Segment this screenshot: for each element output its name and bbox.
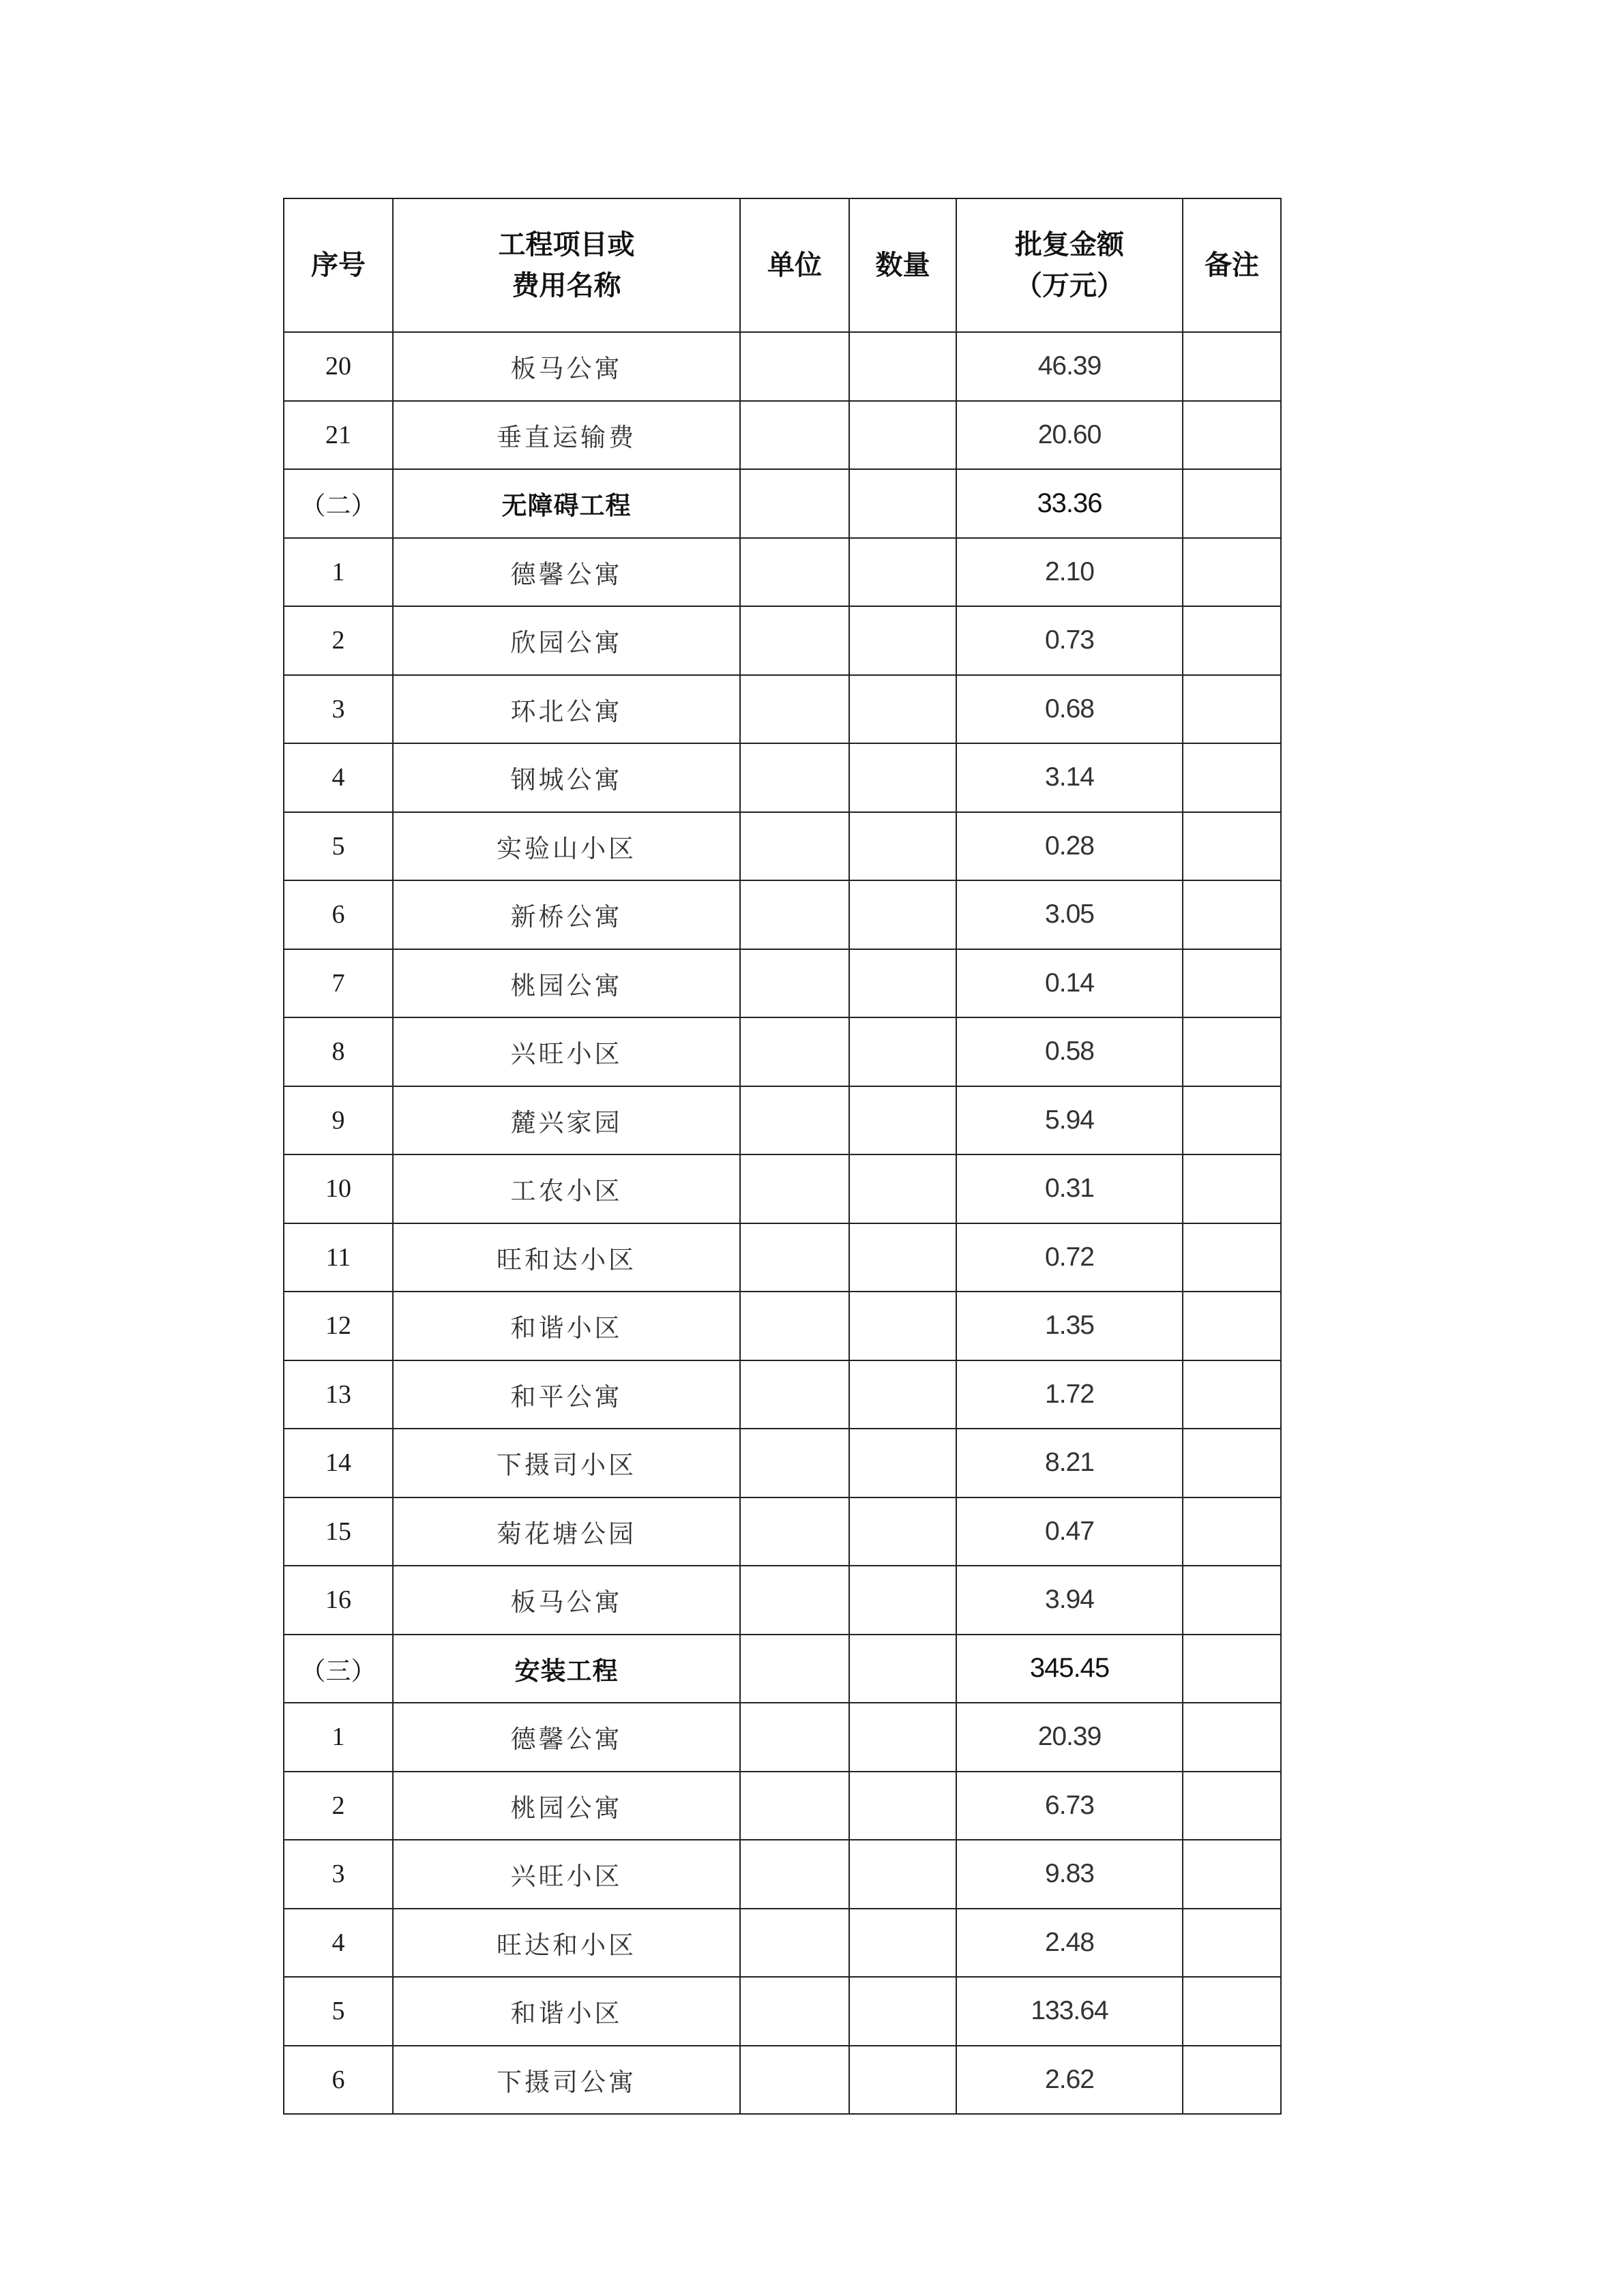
row-unit xyxy=(740,1360,849,1429)
row-unit xyxy=(740,675,849,744)
row-amount: 3.14 xyxy=(956,743,1183,812)
row-note xyxy=(1183,1360,1281,1429)
row-unit xyxy=(740,1086,849,1155)
row-number: 16 xyxy=(284,1566,393,1635)
row-name: 和谐小区 xyxy=(393,1292,740,1360)
header-name-line1: 工程项目或 xyxy=(498,229,635,260)
row-unit xyxy=(740,2046,849,2115)
table-row xyxy=(284,606,1281,675)
row-amount: 3.94 xyxy=(956,1566,1183,1635)
row-number: （二） xyxy=(284,469,393,538)
row-note xyxy=(1183,1703,1281,1772)
table-row xyxy=(284,1223,1281,1292)
row-name: 和平公寓 xyxy=(393,1360,740,1429)
header-name xyxy=(393,198,740,332)
row-name: 新桥公寓 xyxy=(393,880,740,949)
header-no-label: 序号 xyxy=(311,250,366,281)
table-row xyxy=(284,675,1281,744)
row-quantity xyxy=(849,1086,956,1155)
table-row xyxy=(284,1566,1281,1635)
row-number: 4 xyxy=(284,1909,393,1978)
header-note xyxy=(1183,198,1281,332)
row-quantity xyxy=(849,1566,956,1635)
row-name: 垂直运输费 xyxy=(393,401,740,470)
row-amount: 0.47 xyxy=(956,1497,1183,1566)
header-qty-label: 数量 xyxy=(875,250,930,281)
row-unit xyxy=(740,1635,849,1703)
row-note xyxy=(1183,1086,1281,1155)
row-number: 7 xyxy=(284,949,393,1018)
row-quantity xyxy=(849,1772,956,1840)
row-quantity xyxy=(849,1429,956,1497)
row-quantity xyxy=(849,1977,956,2046)
table-row xyxy=(284,1977,1281,2046)
row-name: 无障碍工程 xyxy=(393,469,740,538)
row-note xyxy=(1183,880,1281,949)
row-name: 工农小区 xyxy=(393,1154,740,1223)
row-unit xyxy=(740,1497,849,1566)
row-amount: 0.28 xyxy=(956,812,1183,881)
row-quantity xyxy=(849,880,956,949)
row-amount: 345.45 xyxy=(956,1635,1183,1703)
row-unit xyxy=(740,743,849,812)
row-name: 菊花塘公园 xyxy=(393,1497,740,1566)
row-number: 1 xyxy=(284,1703,393,1772)
row-name: 兴旺小区 xyxy=(393,1017,740,1086)
row-quantity xyxy=(849,949,956,1018)
header-amount-line1: 批复金额 xyxy=(1015,229,1124,260)
table-header-row xyxy=(284,198,1281,332)
row-amount: 3.05 xyxy=(956,880,1183,949)
row-name: 桃园公寓 xyxy=(393,1772,740,1840)
table-row xyxy=(284,1909,1281,1978)
row-unit xyxy=(740,1909,849,1978)
row-number: 15 xyxy=(284,1497,393,1566)
row-quantity xyxy=(849,606,956,675)
table-row xyxy=(284,332,1281,401)
row-note xyxy=(1183,606,1281,675)
row-number: 8 xyxy=(284,1017,393,1086)
row-unit xyxy=(740,880,849,949)
row-amount: 0.31 xyxy=(956,1154,1183,1223)
row-unit xyxy=(740,1429,849,1497)
header-note-label: 备注 xyxy=(1205,250,1259,281)
row-amount: 8.21 xyxy=(956,1429,1183,1497)
row-number: 1 xyxy=(284,538,393,607)
row-note xyxy=(1183,743,1281,812)
row-note xyxy=(1183,1292,1281,1360)
row-amount: 0.72 xyxy=(956,1223,1183,1292)
header-qty xyxy=(849,198,956,332)
row-quantity xyxy=(849,538,956,607)
row-amount: 6.73 xyxy=(956,1772,1183,1840)
row-note xyxy=(1183,949,1281,1018)
row-note xyxy=(1183,1909,1281,1978)
row-note xyxy=(1183,332,1281,401)
table-row xyxy=(284,1292,1281,1360)
row-unit xyxy=(740,1223,849,1292)
row-amount: 9.83 xyxy=(956,1840,1183,1909)
section-row xyxy=(284,1635,1281,1703)
row-unit xyxy=(740,1292,849,1360)
row-amount: 1.72 xyxy=(956,1360,1183,1429)
row-unit xyxy=(740,606,849,675)
table-row xyxy=(284,1703,1281,1772)
row-quantity xyxy=(849,1909,956,1978)
row-number: 14 xyxy=(284,1429,393,1497)
table-row xyxy=(284,401,1281,470)
row-quantity xyxy=(849,743,956,812)
row-number: 4 xyxy=(284,743,393,812)
row-unit xyxy=(740,1977,849,2046)
row-amount: 20.39 xyxy=(956,1703,1183,1772)
row-name: 板马公寓 xyxy=(393,332,740,401)
row-number: 13 xyxy=(284,1360,393,1429)
row-note xyxy=(1183,812,1281,881)
row-note xyxy=(1183,2046,1281,2115)
table-row xyxy=(284,743,1281,812)
row-number: 12 xyxy=(284,1292,393,1360)
row-name: 板马公寓 xyxy=(393,1566,740,1635)
row-quantity xyxy=(849,1840,956,1909)
row-unit xyxy=(740,538,849,607)
row-note xyxy=(1183,1497,1281,1566)
row-note xyxy=(1183,1840,1281,1909)
header-no xyxy=(284,198,393,332)
row-name: 桃园公寓 xyxy=(393,949,740,1018)
row-note xyxy=(1183,1429,1281,1497)
table-row xyxy=(284,1154,1281,1223)
row-unit xyxy=(740,1703,849,1772)
table-body xyxy=(284,332,1281,2114)
row-amount: 0.14 xyxy=(956,949,1183,1018)
row-amount: 0.58 xyxy=(956,1017,1183,1086)
row-unit xyxy=(740,1017,849,1086)
row-number: 11 xyxy=(284,1223,393,1292)
row-number: 6 xyxy=(284,2046,393,2115)
row-name: 下摄司公寓 xyxy=(393,2046,740,2115)
row-unit xyxy=(740,401,849,470)
header-name-line2: 费用名称 xyxy=(512,270,621,301)
row-number: 21 xyxy=(284,401,393,470)
row-quantity xyxy=(849,2046,956,2115)
row-amount: 0.68 xyxy=(956,675,1183,744)
row-amount: 0.73 xyxy=(956,606,1183,675)
row-quantity xyxy=(849,1223,956,1292)
row-quantity xyxy=(849,1017,956,1086)
row-name: 钢城公寓 xyxy=(393,743,740,812)
row-note xyxy=(1183,401,1281,470)
header-unit xyxy=(740,198,849,332)
table-row xyxy=(284,1086,1281,1155)
row-unit xyxy=(740,1154,849,1223)
table-row xyxy=(284,880,1281,949)
row-unit xyxy=(740,1840,849,1909)
row-quantity xyxy=(849,1360,956,1429)
row-amount: 20.60 xyxy=(956,401,1183,470)
row-number: 6 xyxy=(284,880,393,949)
table-row xyxy=(284,1772,1281,1840)
row-quantity xyxy=(849,332,956,401)
row-name: 和谐小区 xyxy=(393,1977,740,2046)
row-note xyxy=(1183,469,1281,538)
row-name: 实验山小区 xyxy=(393,812,740,881)
row-amount: 2.10 xyxy=(956,538,1183,607)
row-note xyxy=(1183,1223,1281,1292)
header-amount-line2: （万元） xyxy=(1015,270,1124,301)
row-amount: 1.35 xyxy=(956,1292,1183,1360)
approval-table xyxy=(283,198,1282,2115)
row-quantity xyxy=(849,1703,956,1772)
row-note xyxy=(1183,538,1281,607)
table-row xyxy=(284,1840,1281,1909)
row-number: 3 xyxy=(284,1840,393,1909)
row-number: 3 xyxy=(284,675,393,744)
row-number: 10 xyxy=(284,1154,393,1223)
row-amount: 2.48 xyxy=(956,1909,1183,1978)
row-amount: 133.64 xyxy=(956,1977,1183,2046)
row-name: 德馨公寓 xyxy=(393,1703,740,1772)
row-amount: 46.39 xyxy=(956,332,1183,401)
table-row xyxy=(284,812,1281,881)
row-name: 麓兴家园 xyxy=(393,1086,740,1155)
table-row xyxy=(284,1429,1281,1497)
row-quantity xyxy=(849,675,956,744)
row-number: 2 xyxy=(284,606,393,675)
row-quantity xyxy=(849,401,956,470)
row-name: 环北公寓 xyxy=(393,675,740,744)
table-row xyxy=(284,2046,1281,2115)
row-quantity xyxy=(849,1292,956,1360)
row-quantity xyxy=(849,1635,956,1703)
row-unit xyxy=(740,1566,849,1635)
row-name: 下摄司小区 xyxy=(393,1429,740,1497)
table-row xyxy=(284,1497,1281,1566)
row-quantity xyxy=(849,1154,956,1223)
row-number: 2 xyxy=(284,1772,393,1840)
row-name: 旺和达小区 xyxy=(393,1223,740,1292)
row-note xyxy=(1183,675,1281,744)
row-unit xyxy=(740,332,849,401)
row-name: 旺达和小区 xyxy=(393,1909,740,1978)
row-number: 5 xyxy=(284,1977,393,2046)
row-name: 兴旺小区 xyxy=(393,1840,740,1909)
table-row xyxy=(284,949,1281,1018)
row-name: 欣园公寓 xyxy=(393,606,740,675)
row-unit xyxy=(740,949,849,1018)
row-note xyxy=(1183,1635,1281,1703)
row-note xyxy=(1183,1017,1281,1086)
table-row xyxy=(284,1360,1281,1429)
row-unit xyxy=(740,469,849,538)
row-unit xyxy=(740,812,849,881)
row-number: 20 xyxy=(284,332,393,401)
section-row xyxy=(284,469,1281,538)
header-unit-label: 单位 xyxy=(767,250,822,281)
row-quantity xyxy=(849,469,956,538)
row-name: 德馨公寓 xyxy=(393,538,740,607)
row-amount: 2.62 xyxy=(956,2046,1183,2115)
row-number: 5 xyxy=(284,812,393,881)
row-number: （三） xyxy=(284,1635,393,1703)
row-amount: 5.94 xyxy=(956,1086,1183,1155)
row-note xyxy=(1183,1566,1281,1635)
row-quantity xyxy=(849,1497,956,1566)
table-row xyxy=(284,1017,1281,1086)
row-note xyxy=(1183,1772,1281,1840)
row-quantity xyxy=(849,812,956,881)
row-name: 安装工程 xyxy=(393,1635,740,1703)
header-amount xyxy=(956,198,1183,332)
row-unit xyxy=(740,1772,849,1840)
row-amount: 33.36 xyxy=(956,469,1183,538)
row-number: 9 xyxy=(284,1086,393,1155)
row-note xyxy=(1183,1154,1281,1223)
table-row xyxy=(284,538,1281,607)
row-note xyxy=(1183,1977,1281,2046)
